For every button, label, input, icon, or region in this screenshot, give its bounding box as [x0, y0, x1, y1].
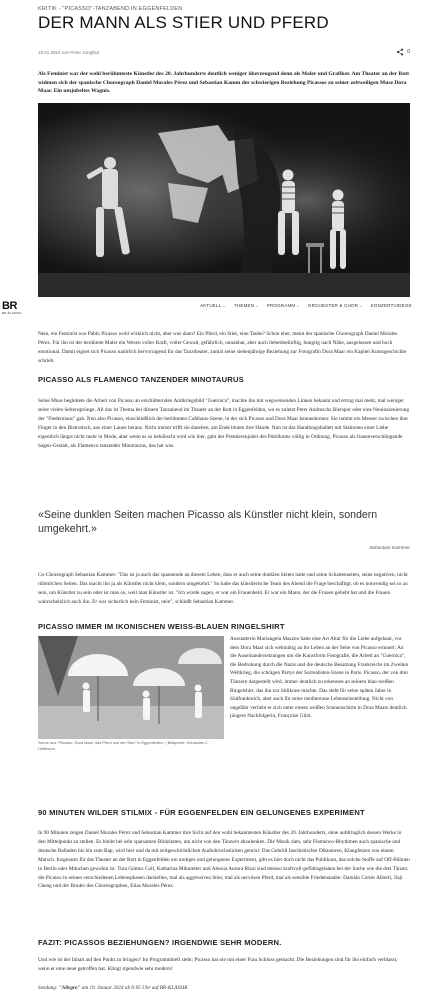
nav-item-themen[interactable]: THEMEN ⌄: [233, 303, 259, 308]
chevron-down-icon: ⌄: [296, 303, 300, 308]
stage-photo: [38, 103, 410, 297]
broadcast-info: [38, 985, 188, 991]
intro-paragraph: Nein, ein Feminist war Pablo Picasso wohl wirklich nicht, aber was dann? Ein Pferd, ein Stier, eine Taube? Schon eher, meint der spanische Choreograph Daniel Morales Pérez. Für ihn ist der berühmte Maler ein Wesen voller Kraft, voller Gewalt, gefährlich, unnahbar, aber auch liebesbedürftig, hungrig nach Nähe, ausgelassen und hoch emotional. Damit eignet sich Picasso natürlich hervorragend für das Tanztheater, zumal seine siebenjährige Beziehung zur Fotografin Dora Maar ein Kapitel Kunstgeschichte schrieb.: [38, 331, 407, 364]
chevron-down-icon: ⌄: [255, 303, 259, 308]
section-heading-ringelshirt: PICASSO IMMER IM IKONISCHEN WEISS-BLAUEN RINGELSHIRT: [38, 622, 285, 631]
inset-image-caption: Szene aus "Picasso, Dora Maar, das Pferd und der Stier" in Eggenfelden. | Bildquelle: Sebastian C. Hoffmann: [38, 740, 209, 751]
section-paragraph-minotaurus: Seine Muse begleitete die Arbeit von Picasso an erschütternden Antikriegsbild "Guernica", machte ihn mit wegweisenden Linken bekannt und ertrug mal mehr, mal weniger seine vielen Seitensprünge. All das ist Thema bei diesem Tanzabend im Theater an der Rott in Eggenfelden, wo es zuletzt Peter Androschs Bierspor oder eine Neuinszenierung der "Fledermaus" gab. Nun also Picasso, einschließlich der berühmten Caféhaus-Szene, in der sich Picasso und Dora Maar kennenlernen: Sie rammt ein Messer zwischen ihre Finger in den Bistrotisch, aus einer Laune heraus. Nicht immer trifft sie daneben, am Ende bluten ihre Hände. Nun ist das Handlungsballett mit Stationen einer Liebe eigentlich längst nicht mehr in Mode, aber wenn es so behübscht wird wie hier, gabt der Premierenjubel des Publikums völlig in Ordnung. Picasso als frauenverschlingende Sagen-Gestalt, als Flamenco tanzender Minotaurus, das hat was.: [38, 398, 410, 449]
inset-image[interactable]: [38, 636, 224, 739]
umbrella-scene-photo: [38, 636, 224, 739]
chevron-down-icon: ⌄: [222, 303, 226, 308]
nav-item-aktuell[interactable]: AKTUELL ⌄: [200, 303, 226, 308]
section-heading-minotaurus: PICASSO ALS FLAMENCO TANZENDER MINOTAURUS: [38, 375, 244, 384]
article-title: DER MANN ALS STIER UND PFERD: [38, 13, 329, 32]
section-paragraph-stilmix: In 90 Minuten zeigen Daniel Morales Pérez und Sebastian Kammer ihre Sicht auf den wohl bekanntesten Künstler des 20. Jahrhunderts, ohne aufdringlich dessen Werke in den Mittelpunkt zu stellen. Es bleibt bei sehr sparsamen Bildzitaten, um nicht von den Tänzern abzulenken. Die Musik dam, sehr Flamenco-Rhythmen auch spanische und deutsche Balladen bis hin zum Rap, wird hier und da mit zeitgeschichtlichen Audiobruchstücken gemixt: Das Gebrüll faschistischer Diktatoren, Klangfetzen von einem Marsch. Insgesamt für das Theater an der Rott in Eggenfelden ein mutiges und gelungenes Experiment, gibt es hier doch nicht das Publikum, das solche Stoffe auf Off-Bühnen in Berlin oder München gewohnt ist. Tura Gómez Coll, Katharina Mikutetter und Alessia Aurora Rizzi sind ebenso kraftvoll-gefühlsgeladen bei der Sache wie die drei Tänzer, die Picasso in seinen verschiedenen Lebensphasen darstellen, mal als aggressiven Stier, mal als nervösen Pferd, mal als sensible Friedenstaube: Damián Cortés Alberti, Jiaji Cheng und der Bruder des Choreographen, Elias Morales Pérez.: [38, 830, 410, 890]
br-logo-sub: BR-KLASSIK: [2, 311, 22, 315]
section-paragraph-fazit: Und wie ist der Inhalt auf den Punkt zu bringen? Im Programmheft steht: Picasso hat nie mit einer Frau Schluss gemacht. Die Beziehungen sind für ihn einfach verblasst, wenn er eine neue getroffen hat. Klingt irgendwie sehr modern!: [38, 957, 398, 972]
article-meta: [38, 47, 410, 57]
br-logo-mark: BR: [2, 300, 17, 312]
pull-quote-source: Sebastian Kammer: [369, 546, 410, 551]
share-count: 0: [407, 49, 410, 55]
site-navbar: [0, 300, 429, 316]
kammer-paragraph: Co-Choreograph Sebastian Kammer: "Das ist ja auch das spannende an diesem Leben, dass er auch seine dunklen Seiten hatte und seine Schattenseiten, seine negativen, nicht rühmlichen Seiten. Das macht ihn ja als Künstler nicht klein, sondern umgekehrt." So habe das künstlerische Team des Abend die Frage beschäftigt, ob es notwendig sei so zu sein, um Künstler zu sein oder ist man so, weil man Künstler ist. "Ich würde sagen, er war ein Frauenheld. Er war ein Mann, der die Frauen geliebt hat und die Frauen wahrscheinlich auch ihn. Er war sicherlich kein Feminist, nein", schließt Sebastian Kammer.: [38, 572, 408, 605]
article-date-author: 18.01.2024 von Peter Jungblut: [38, 49, 100, 55]
hero-image[interactable]: [38, 103, 410, 297]
share-icon: [396, 48, 404, 56]
nav-item-programm[interactable]: PROGRAMM ⌄: [266, 303, 300, 308]
pull-quote: «Seine dunklen Seiten machen Picasso als Künstler nicht klein, sondern umgekehrt.»: [38, 509, 378, 535]
nav-item-orchester-chor[interactable]: ORCHESTER & CHOR ⌄: [307, 303, 363, 308]
broadcast-time: am 19. Januar 2024 ab 6:05 Uhr auf BR-KLASSIK: [81, 985, 188, 991]
nav-item-konzertvideos[interactable]: KONZERTVIDEOS: [370, 303, 412, 308]
article-lead: Als Feminist war der wohl berühmteste Künstler des 20. Jahrhunderts deutlich weniger überzeugend denn als Maler und Grafiker. Am Theater an der Rott widmen sich der spanische Choreograph Daniel Morales Pérez und Sebastian Kamm der schwierigen Beziehung Picassos zu seiner zeitweiligen Muse Dora Maar. Ein umjubeltes Wagnis.: [38, 71, 409, 95]
broadcast-prefix: Sendung:: [38, 985, 58, 991]
article-kicker: KRITIK - "PICASSO"-TANZABEND IN EGGENFELDEN: [38, 6, 183, 12]
section-paragraph-ringelshirt: Ausstatterin Mariangela Mazzeo hatte eine Art Altar für die Liebe aufgebaut, vor dem Dora Maar sich wehmütig an ihr Leben an der Seite von Picasso erinnert: An die Auseinandersetzungen um die Kunstform Fotografie, die Arbeit an "Guernica", die Bedrohung durch die Nazis und die deutsche Besatzung Frankreichs im Zweiten Weltkrieg, die schrägen Partys der Surrealisten-Szene in Paris. Picasso, der von drei Tänzern dargestellt wird, immer deutlich zu erkennen an seinem blau-weißen Ringelshirt, das ihn zur Stilikone machte. Das steht für seine späten Jahre in Südfrankreich, aber auch für seine mediterrane Lebenseinstellung. Nicht von ungefähr verliebt er sich unter einem weißen Sonnenschirm in Dora Maars deutlich jüngere Nachfolgerin, Françoise Gilot.: [230, 636, 409, 720]
main-nav: [200, 303, 412, 308]
br-klassik-logo[interactable]: [2, 301, 22, 315]
share-button[interactable]: [396, 48, 410, 56]
section-heading-stilmix: 90 MINUTEN WILDER STILMIX - FÜR EGGENFELDEN EIN GELUNGENES EXPERIMENT: [38, 808, 365, 817]
section-heading-fazit: FAZIT: PICASSOS BEZIEHUNGEN? IRGENDWIE SEHR MODERN.: [38, 938, 282, 947]
chevron-down-icon: ⌄: [359, 303, 363, 308]
broadcast-program[interactable]: "Allegro": [58, 985, 81, 991]
